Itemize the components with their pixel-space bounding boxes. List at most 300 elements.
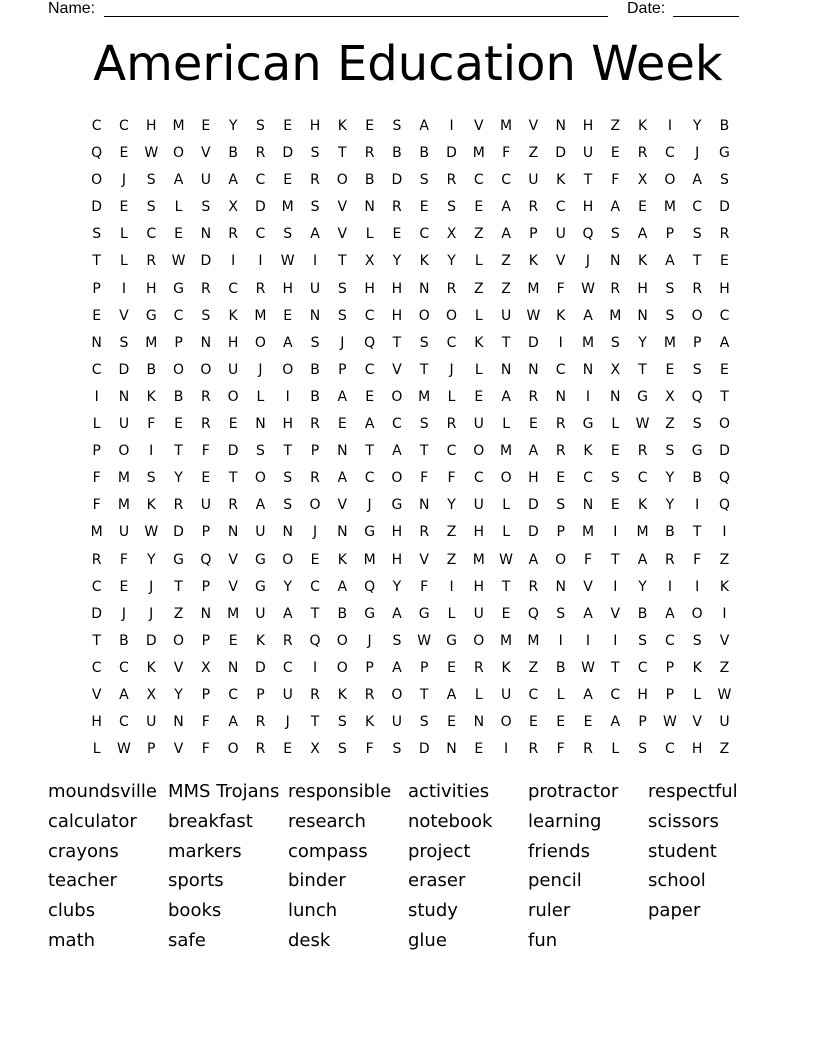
grid-letter: M — [527, 632, 540, 649]
grid-letter: S — [310, 199, 320, 216]
grid-letter: F — [92, 497, 101, 514]
grid-letter: K — [255, 632, 266, 649]
grid-letter: A — [310, 226, 320, 243]
grid-letter: D — [719, 443, 730, 460]
grid-letter: Y — [392, 578, 402, 595]
grid-letter: E — [447, 659, 456, 676]
grid-letter: K — [146, 388, 156, 405]
grid-letter: S — [556, 605, 566, 622]
grid-letter: A — [173, 172, 184, 189]
grid-letter: R — [392, 199, 402, 216]
grid-letter: P — [201, 632, 211, 649]
grid-letter: T — [365, 443, 374, 460]
grid-letter: Z — [501, 280, 511, 297]
grid-letter: E — [174, 226, 183, 243]
grid-letter: O — [445, 307, 458, 324]
grid-letter: N — [282, 524, 293, 541]
grid-letter: K — [719, 578, 730, 595]
grid-letter: C — [610, 686, 621, 703]
grid-row — [83, 140, 738, 167]
grid-letter: C — [364, 307, 375, 324]
grid-letter: D — [528, 524, 539, 541]
grid-letter: E — [638, 199, 648, 216]
grid-letter: K — [637, 497, 648, 514]
grid-letter: U — [255, 605, 266, 622]
grid-letter: M — [527, 280, 540, 297]
grid-letter: R — [200, 388, 211, 405]
grid-letter: C — [91, 118, 102, 134]
name-label: Name: — [48, 0, 96, 17]
grid-letter: D — [418, 741, 430, 758]
grid-letter: T — [92, 632, 101, 649]
grid-letter: U — [391, 714, 403, 731]
grid-letter: P — [310, 443, 320, 460]
word-list-item: desk — [288, 929, 331, 951]
grid-letter: S — [665, 443, 675, 460]
grid-letter: W — [499, 551, 514, 568]
grid-letter: B — [665, 524, 675, 541]
grid-row — [83, 709, 738, 736]
grid-letter: S — [665, 307, 675, 324]
grid-letter: O — [173, 145, 185, 162]
grid-letter: R — [364, 145, 375, 162]
grid-letter: L — [693, 686, 702, 703]
grid-letter: C — [583, 470, 593, 487]
grid-letter: E — [201, 470, 211, 487]
grid-letter: R — [200, 280, 211, 297]
grid-letter: S — [310, 145, 320, 162]
grid-letter: Y — [392, 253, 402, 270]
grid-letter: E — [720, 361, 729, 378]
grid-letter: Z — [719, 551, 730, 568]
grid-letter: S — [419, 416, 429, 433]
grid-letter: V — [583, 578, 593, 595]
grid-letter: M — [581, 334, 595, 351]
grid-letter: J — [449, 361, 454, 378]
grid-letter: C — [228, 280, 239, 297]
grid-letter: R — [255, 280, 266, 297]
grid-letter: C — [255, 172, 266, 189]
grid-letter: L — [502, 416, 510, 433]
grid-letter: U — [473, 497, 484, 514]
grid-letter: A — [228, 172, 238, 189]
grid-letter: E — [556, 714, 566, 731]
grid-letter: Y — [228, 118, 238, 134]
grid-letter: A — [637, 551, 648, 568]
grid-letter: J — [367, 632, 372, 649]
grid-letter: T — [611, 659, 620, 676]
grid-letter: D — [555, 145, 567, 162]
grid-letter: A — [528, 443, 539, 460]
grid-letter: D — [227, 443, 239, 460]
page-title: American Education Week — [93, 36, 723, 92]
grid-letter: R — [583, 741, 593, 758]
grid-letter: H — [637, 280, 648, 297]
grid-letter: N — [200, 605, 212, 622]
grid-letter: N — [446, 741, 457, 758]
worksheet-header — [48, 0, 748, 20]
grid-letter: W — [144, 524, 159, 541]
grid-letter: Y — [283, 578, 292, 595]
grid-letter: N — [364, 199, 375, 216]
grid-letter: M — [500, 443, 513, 460]
grid-letter: R — [665, 551, 675, 568]
grid-letter: K — [583, 443, 593, 460]
grid-letter: L — [556, 686, 565, 703]
grid-letter: O — [173, 361, 185, 378]
grid-letter: I — [667, 578, 672, 595]
grid-letter: J — [367, 497, 372, 514]
grid-letter: X — [610, 361, 621, 378]
grid-letter: O — [473, 443, 485, 460]
grid-letter: E — [474, 388, 484, 405]
grid-letter: M — [636, 524, 649, 541]
grid-letter: N — [255, 416, 266, 433]
grid-letter: I — [695, 497, 700, 514]
grid-letter: Z — [610, 118, 621, 134]
grid-letter: B — [337, 605, 348, 622]
grid-letter: L — [256, 388, 265, 405]
grid-letter: M — [609, 307, 622, 324]
grid-letter: O — [118, 443, 130, 460]
grid-letter: Q — [527, 605, 539, 622]
grid-letter: R — [310, 416, 320, 433]
date-label: Date: — [627, 0, 666, 17]
word-list-item: ruler — [528, 900, 571, 922]
grid-letter: L — [174, 199, 183, 216]
grid-letter: E — [310, 551, 320, 568]
grid-letter: E — [610, 443, 620, 460]
grid-letter: D — [91, 605, 103, 622]
grid-letter: U — [118, 416, 130, 433]
grid-letter: V — [719, 632, 730, 649]
grid-letter: I — [613, 632, 618, 649]
grid-letter: L — [611, 741, 620, 758]
grid-letter: S — [610, 334, 620, 351]
grid-letter: B — [555, 659, 566, 676]
grid-letter: R — [446, 172, 457, 189]
grid-letter: C — [173, 307, 184, 324]
grid-letter: F — [201, 741, 210, 758]
grid-letter: G — [418, 605, 430, 622]
grid-letter: B — [228, 145, 238, 162]
grid-letter: H — [391, 280, 403, 297]
grid-letter: C — [637, 659, 648, 676]
grid-row — [83, 248, 738, 275]
grid-letter: C — [119, 714, 129, 731]
grid-letter: K — [556, 172, 566, 189]
grid-letter: L — [611, 416, 620, 433]
grid-letter: F — [119, 551, 128, 568]
grid-letter: O — [227, 741, 239, 758]
grid-letter: H — [309, 118, 321, 134]
grid-letter: B — [692, 470, 702, 487]
grid-letter: X — [364, 253, 375, 270]
grid-letter: L — [502, 524, 510, 541]
grid-letter: V — [91, 686, 102, 703]
grid-letter: R — [637, 145, 648, 162]
grid-letter: R — [446, 416, 457, 433]
grid-letter: S — [419, 172, 429, 189]
grid-letter: E — [365, 388, 375, 405]
grid-letter: M — [472, 145, 485, 162]
grid-letter: T — [338, 145, 347, 162]
grid-letter: I — [312, 253, 318, 270]
grid-letter: T — [692, 253, 702, 270]
grid-letter: N — [555, 388, 566, 405]
grid-letter: Y — [447, 253, 456, 270]
grid-letter: T — [720, 388, 729, 405]
grid-letter: V — [474, 118, 484, 134]
grid-letter: C — [473, 470, 484, 487]
grid-letter: C — [692, 199, 703, 216]
grid-letter: A — [255, 497, 266, 514]
grid-letter: S — [201, 199, 211, 216]
grid-letter: Y — [447, 497, 456, 514]
grid-letter: B — [637, 605, 648, 622]
grid-letter: X — [665, 388, 675, 405]
grid-letter: V — [337, 497, 348, 514]
grid-letter: E — [392, 226, 402, 243]
grid-letter: E — [283, 307, 293, 324]
grid-letter: C — [364, 361, 375, 378]
grid-letter: E — [419, 199, 429, 216]
grid-letter: E — [283, 741, 293, 758]
word-list-item: calculator — [48, 810, 137, 832]
grid-letter: N — [418, 280, 430, 297]
grid-letter: N — [637, 307, 648, 324]
grid-letter: I — [231, 253, 236, 270]
grid-letter: S — [255, 118, 265, 134]
grid-letter: Y — [665, 497, 675, 514]
grid-letter: T — [310, 605, 320, 622]
grid-letter: I — [695, 578, 700, 595]
grid-letter: I — [722, 605, 727, 622]
word-list-item: glue — [408, 929, 447, 951]
grid-letter: H — [582, 199, 594, 216]
grid-letter: K — [637, 118, 648, 134]
grid-letter: L — [120, 226, 128, 243]
grid-letter: Q — [364, 578, 376, 595]
grid-letter: E — [610, 145, 620, 162]
grid-letter: O — [391, 470, 403, 487]
grid-letter: M — [117, 497, 130, 514]
grid-letter: B — [364, 172, 375, 189]
grid-letter: W — [417, 632, 432, 649]
grid-letter: R — [146, 253, 157, 270]
word-list-item: protractor — [528, 781, 619, 802]
grid-letter: U — [500, 686, 512, 703]
grid-letter: N — [200, 334, 212, 351]
grid-letter: A — [665, 253, 675, 270]
grid-letter: R — [364, 686, 375, 703]
grid-letter: A — [610, 199, 621, 216]
word-list-item: respectful — [648, 781, 738, 802]
grid-letter: G — [446, 632, 457, 649]
grid-letter: V — [692, 714, 702, 731]
grid-letter: O — [418, 307, 430, 324]
word-list-item: notebook — [408, 810, 493, 832]
grid-letter: A — [282, 605, 293, 622]
grid-letter: E — [119, 199, 129, 216]
grid-letter: L — [474, 253, 483, 270]
grid-letter: P — [201, 578, 211, 595]
grid-row — [83, 492, 738, 519]
word-list-item: scissors — [648, 810, 719, 832]
grid-letter: C — [446, 443, 457, 460]
grid-letter: E — [610, 497, 620, 514]
grid-letter: T — [338, 253, 347, 270]
word-list-item: learning — [528, 810, 602, 832]
word-list-item: lunch — [288, 900, 338, 922]
word-list-item: sports — [168, 870, 224, 892]
grid-letter: O — [500, 714, 512, 731]
grid-letter: Q — [718, 497, 730, 514]
grid-letter: T — [419, 443, 429, 460]
word-list — [48, 777, 768, 956]
grid-letter: X — [146, 686, 157, 703]
grid-letter: C — [446, 334, 457, 351]
grid-letter: R — [528, 578, 539, 595]
grid-letter: I — [613, 578, 618, 595]
grid-letter: Z — [446, 524, 457, 541]
grid-letter: A — [228, 714, 238, 731]
grid-letter: S — [146, 199, 156, 216]
grid-letter: S — [665, 280, 675, 297]
grid-letter: H — [691, 741, 703, 758]
word-list-item: pencil — [528, 870, 582, 892]
grid-letter: X — [310, 741, 320, 758]
grid-letter: V — [419, 551, 429, 568]
grid-letter: K — [692, 659, 702, 676]
grid-letter: E — [174, 416, 183, 433]
grid-letter: B — [119, 632, 129, 649]
grid-letter: B — [146, 361, 157, 378]
grid-letter: H — [637, 686, 648, 703]
grid-letter: N — [610, 253, 621, 270]
grid-row — [83, 357, 738, 384]
grid-letter: P — [92, 280, 101, 297]
grid-letter: P — [174, 334, 183, 351]
grid-letter: S — [337, 741, 347, 758]
grid-letter: R — [528, 741, 539, 758]
grid-letter: C — [146, 226, 157, 243]
grid-row — [83, 384, 738, 411]
grid-letter: U — [200, 497, 211, 514]
grid-letter: R — [555, 416, 566, 433]
grid-letter: S — [337, 307, 347, 324]
grid-letter: S — [392, 632, 402, 649]
grid-row — [83, 682, 738, 709]
grid-letter: X — [228, 199, 238, 216]
grid-letter: J — [121, 172, 127, 189]
grid-letter: O — [336, 172, 348, 189]
grid-letter: R — [173, 497, 184, 514]
grid-letter: I — [258, 253, 263, 270]
grid-letter: G — [173, 551, 184, 568]
grid-letter: T — [692, 524, 702, 541]
grid-row — [83, 113, 738, 140]
grid-letter: R — [310, 470, 320, 487]
grid-letter: A — [364, 416, 375, 433]
grid-letter: V — [337, 226, 348, 243]
grid-letter: N — [555, 118, 566, 134]
grid-letter: J — [585, 253, 591, 270]
grid-letter: I — [149, 443, 154, 460]
grid-letter: S — [337, 280, 347, 297]
grid-letter: V — [173, 659, 184, 676]
grid-letter: D — [391, 172, 403, 189]
grid-letter: F — [420, 578, 429, 595]
grid-letter: P — [692, 334, 702, 351]
grid-letter: S — [692, 416, 702, 433]
grid-letter: G — [719, 145, 730, 162]
grid-letter: C — [664, 145, 675, 162]
grid-letter: N — [227, 524, 239, 541]
grid-letter: P — [147, 741, 156, 758]
grid-letter: A — [501, 226, 511, 243]
grid-letter: M — [581, 524, 595, 541]
grid-letter: Y — [638, 578, 647, 595]
grid-letter: J — [258, 361, 263, 378]
grid-letter: K — [337, 686, 347, 703]
grid-letter: H — [282, 416, 293, 433]
grid-row — [83, 411, 738, 438]
grid-letter: L — [474, 361, 483, 378]
grid-letter: A — [392, 443, 402, 460]
grid-letter: L — [92, 416, 101, 433]
grid-letter: C — [282, 659, 293, 676]
grid-letter: I — [504, 741, 509, 758]
grid-letter: E — [501, 605, 511, 622]
grid-letter: O — [173, 632, 185, 649]
grid-letter: E — [665, 361, 675, 378]
grid-letter: O — [391, 388, 403, 405]
grid-letter: E — [528, 714, 538, 731]
grid-letter: K — [228, 307, 238, 324]
grid-letter: D — [91, 199, 103, 216]
grid-letter: W — [635, 416, 650, 433]
grid-letter: U — [582, 145, 594, 162]
grid-letter: U — [255, 524, 266, 541]
grid-letter: U — [282, 686, 293, 703]
grid-letter: N — [91, 334, 102, 351]
grid-letter: B — [719, 118, 730, 134]
word-list-item: teacher — [48, 870, 117, 892]
grid-letter: E — [201, 118, 211, 134]
grid-letter: M — [472, 551, 485, 568]
grid-letter: T — [583, 172, 593, 189]
grid-letter: O — [718, 416, 730, 433]
grid-letter: S — [255, 443, 265, 460]
grid-letter: F — [365, 741, 374, 758]
grid-letter: M — [90, 524, 103, 541]
grid-letter: C — [91, 361, 102, 378]
grid-letter: C — [637, 470, 648, 487]
grid-letter: U — [309, 280, 321, 297]
grid-letter: Z — [719, 659, 730, 676]
grid-letter: K — [474, 334, 484, 351]
grid-letter: G — [364, 524, 376, 541]
grid-letter: O — [254, 470, 266, 487]
grid-letter: B — [392, 145, 402, 162]
grid-letter: R — [228, 497, 238, 514]
grid-letter: Y — [638, 334, 647, 351]
grid-letter: F — [420, 470, 429, 487]
grid-letter: V — [228, 578, 238, 595]
grid-letter: W — [581, 280, 595, 297]
grid-letter: X — [201, 659, 211, 676]
